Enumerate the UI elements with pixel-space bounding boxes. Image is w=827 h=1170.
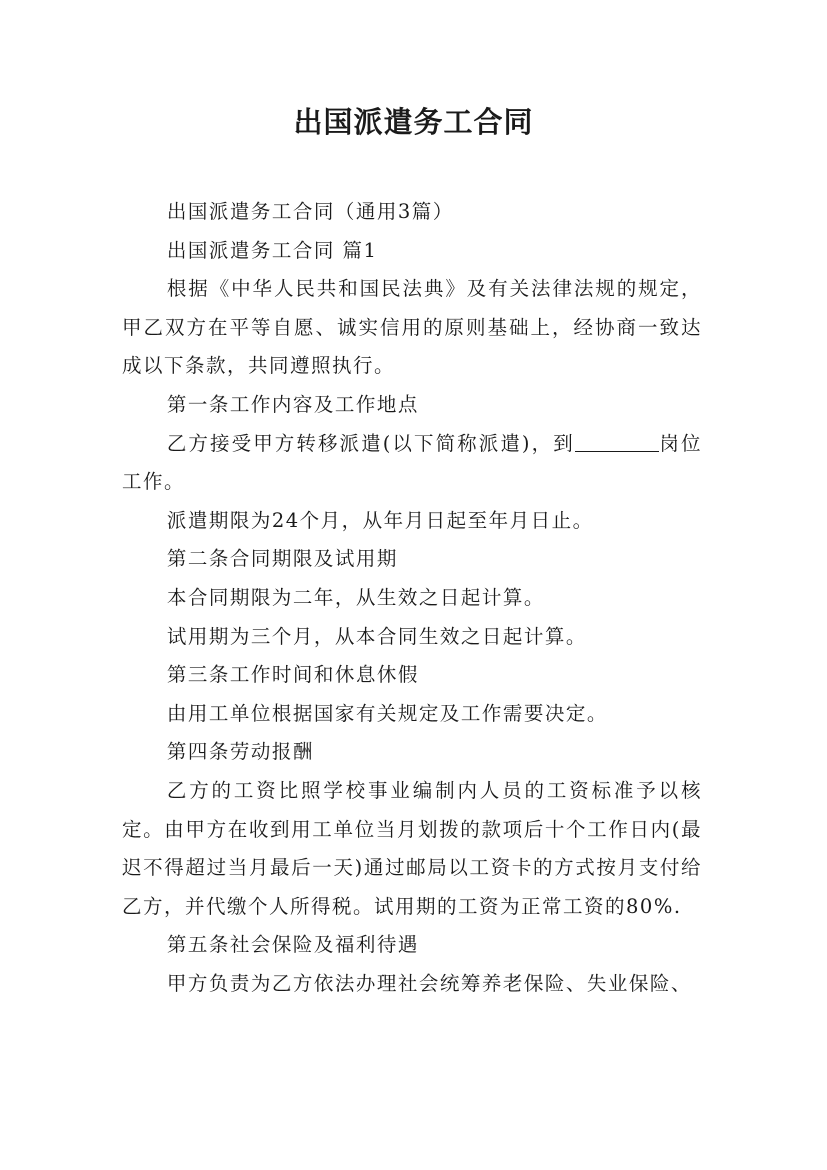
paragraph-social-insurance: 甲方负责为乙方依法办理社会统筹养老保险、失业保险、 (166, 971, 692, 995)
paragraph-article-3-heading: 第三条工作时间和休息休假 (166, 663, 419, 687)
paragraph-article-1-heading: 第一条工作内容及工作地点 (166, 392, 419, 416)
paragraph-working-hours: 由用工单位根据国家有关规定及工作需要决定。 (166, 701, 608, 725)
paragraph-article-4-heading: 第四条劳动报酬 (166, 740, 314, 764)
paragraph-article-2-heading: 第二条合同期限及试用期 (166, 547, 398, 571)
assignment-text-before-blank: 乙方接受甲方转移派遣(以下简称派遣)，到 (166, 431, 575, 455)
paragraph-remuneration: 乙方的工资比照学校事业编制内人员的工资标准予以核定。由甲方在收到用工单位当月划拨的款项后十个工作日内(最迟不得超过当月最后一天)通过邮局以工资卡的方式按月支付给乙方，并代缴个人所得税。试用期的工资为正常工资的80%. (122, 778, 702, 918)
paragraph-collection-heading: 出国派遣务工合同（通用3篇） (166, 200, 454, 223)
document-body (122, 193, 702, 1003)
paragraph-contract-term: 本合同期限为二年，从生效之日起计算。 (166, 585, 545, 609)
paragraph-preamble: 根据《中华人民共和国民法典》及有关法律法规的规定，甲乙双方在平等自愿、诚实信用的原则基础上，经协商一致达成以下条款，共同遵照执行。 (122, 277, 702, 378)
paragraph-assignment (122, 425, 702, 502)
position-blank-line (575, 430, 659, 451)
paragraph-article-5-heading: 第五条社会保险及福利待遇 (166, 933, 419, 957)
assignment-text-after-blank: 岗位工作。 (122, 431, 702, 494)
paragraph-dispatch-term: 派遣期限为24个月，从年月日起至年月日止。 (166, 508, 594, 532)
document-title: 出国派遣务工合同 (293, 105, 534, 139)
paragraph-section-heading: 出国派遣务工合同 篇1 (166, 238, 378, 262)
paragraph-probation-term: 试用期为三个月，从本合同生效之日起计算。 (166, 624, 587, 648)
